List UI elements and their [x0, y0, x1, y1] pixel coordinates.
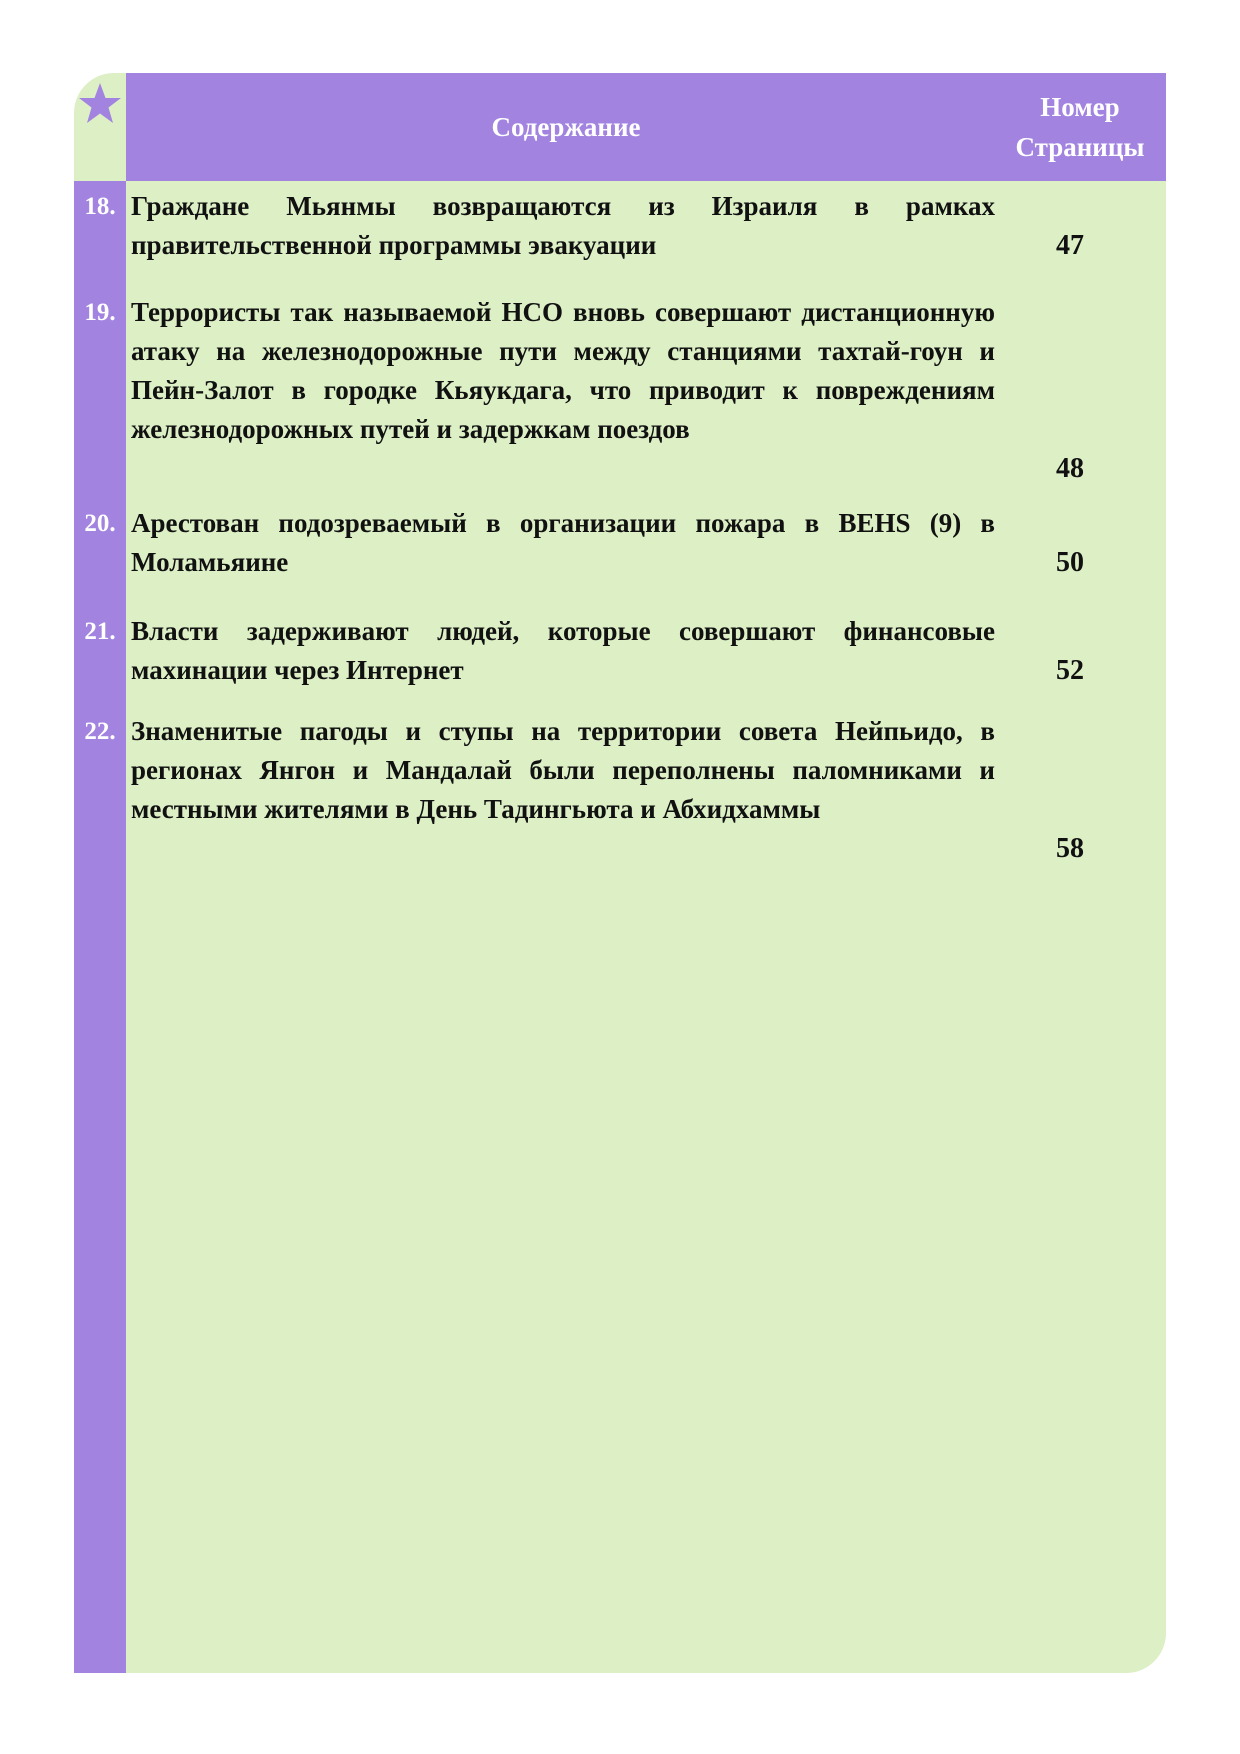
- entry-number: 19.: [84, 299, 116, 326]
- toc-panel: [74, 73, 1166, 1673]
- star-icon: [74, 73, 126, 181]
- entry-page: 47: [1056, 230, 1084, 261]
- entry-title: Власти задерживают людей, которые совершают финансовые махинации через Интернет: [131, 616, 995, 685]
- entry-title: Арестован подозреваемый в организации пожара в BEHS (9) в Моламьяине: [131, 508, 995, 577]
- entry-number: 22.: [84, 718, 116, 745]
- entry-title: Террористы так называемой НСО вновь совершают дистанционную атаку на железнодорожные пути между станциями тахтай-гоун и Пейн-Залот в городке Кьяукдага, что приводит к повреждениям железнодорожных путей и задержкам поездов: [131, 297, 995, 444]
- entry-page: 50: [1056, 547, 1084, 578]
- toc-title: Содержание: [491, 111, 641, 142]
- entry-page: 48: [1056, 453, 1084, 484]
- entry-number: 20.: [84, 510, 116, 537]
- entry-page: 58: [1056, 833, 1084, 864]
- entry-number: 21.: [84, 618, 116, 645]
- entry-page: 52: [1056, 655, 1084, 686]
- entry-title: Граждане Мьянмы возвращаются из Израиля в рамках правительственной программы эвакуации: [131, 191, 995, 260]
- entry-number: 18.: [84, 193, 116, 220]
- page-number-header: Номер Страницы: [1015, 92, 1145, 162]
- entry-title: Знаменитые пагоды и ступы на территории совета Нейпьидо, в регионах Янгон и Мандалай были переполнены паломниками и местными жителями в День Тадингьюта и Абхидхаммы: [131, 716, 995, 824]
- number-sidebar: [74, 181, 126, 1673]
